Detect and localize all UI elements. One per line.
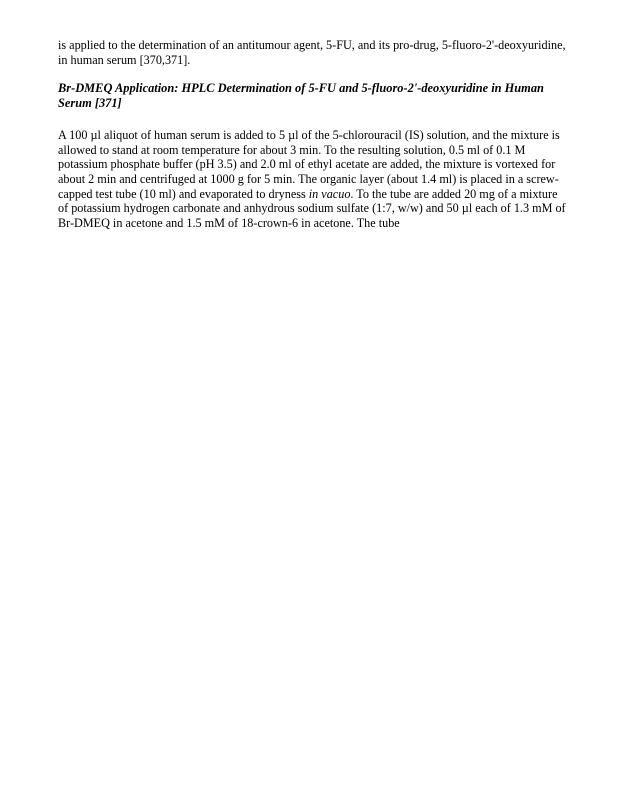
procedure-line-1: A 100 µl aliquot of human serum is added to 5 µl of the 5-chlorouracil (IS) solution, and the mixture is bbox=[58, 127, 560, 142]
intro-paragraph bbox=[58, 38, 618, 67]
section-heading-line-1: Br-DMEQ Application: HPLC Determination of 5-FU and 5-fluoro-2'-deoxyuridine in Human bbox=[58, 81, 544, 96]
document-page bbox=[58, 38, 618, 231]
procedure-line-3: potassium phosphate buffer (pH 3.5) and 2.0 ml of ethyl acetate are added, the mixture is vortexed for bbox=[58, 157, 556, 172]
procedure-line-6: of potassium hydrogen carbonate and anhydrous sodium sulfate (1:7, w/w) and 50 µl each of 1.3 mM of bbox=[58, 201, 566, 216]
section-heading bbox=[58, 81, 618, 110]
procedure-line-5-end: . To the tube are added 20 mg of a mixture bbox=[350, 186, 558, 201]
in-vacuo-italic: in vacuo bbox=[308, 186, 351, 201]
procedure-line-7: Br-DMEQ in acetone and 1.5 mM of 18-crown-6 in acetone. The tube bbox=[58, 216, 400, 231]
section-heading-line-2: Serum [371] bbox=[58, 96, 122, 111]
procedure-line-5-start: capped test tube (10 ml) and evaporated to dryness bbox=[58, 186, 309, 201]
procedure-line-5 bbox=[58, 187, 618, 202]
procedure-line-4: about 2 min and centrifuged at 1000 g for 5 min. The organic layer (about 1.4 ml) is placed in a screw- bbox=[58, 171, 559, 186]
procedure-line-2: allowed to stand at room temperature for about 3 min. To the resulting solution, 0.5 ml of 0.1 M bbox=[58, 142, 526, 157]
procedure-paragraph bbox=[58, 128, 618, 231]
intro-line-2: in human serum [370,371]. bbox=[58, 52, 191, 67]
intro-line-1: is applied to the determination of an antitumour agent, 5-FU, and its pro-drug, 5-fluoro-2'-deoxyuridine, bbox=[58, 38, 566, 52]
